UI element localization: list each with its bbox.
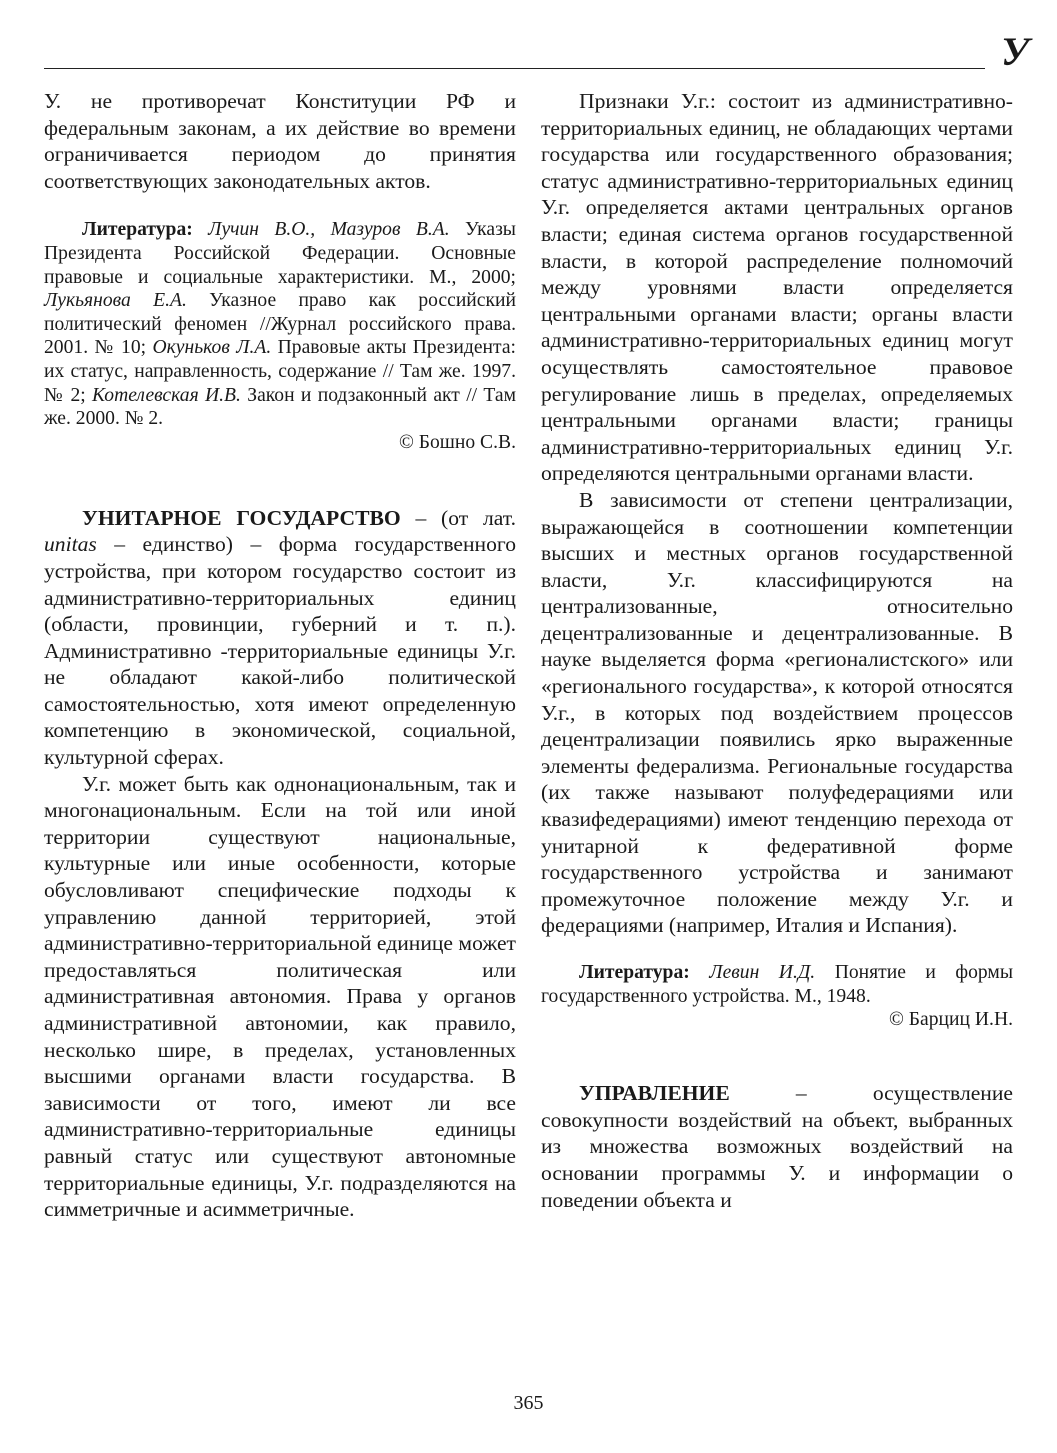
entry-text: – осуществление совокупности воздействий на объект, выбранных из множества возможных воздействий на основании программы У. и информации о поведении объекта и xyxy=(541,1081,1013,1212)
entry-term: УНИТАРНОЕ ГОСУДАРСТВО xyxy=(82,505,401,530)
header-letter: У xyxy=(1001,29,1029,74)
latin-word: unitas xyxy=(44,532,97,557)
left-column xyxy=(44,88,516,1223)
running-head xyxy=(44,30,1029,75)
lit-author: Лукьянова Е.А. xyxy=(44,290,187,312)
lit-author: Окуньков Л.А. xyxy=(152,337,272,359)
literature-label: Литература: xyxy=(82,219,193,241)
right-column xyxy=(541,88,1013,1213)
lit-author: Левин И.Д. xyxy=(709,962,816,983)
entry-unitary-state xyxy=(44,505,516,771)
header-rule xyxy=(44,68,985,69)
lit-author: Котелевская И.В. xyxy=(92,384,241,406)
page-number: 365 xyxy=(513,1392,544,1414)
literature-label: Литература: xyxy=(579,962,690,983)
lit-title: Закон и подзаконный акт // Там же. 2000. № 2. xyxy=(44,384,516,430)
literature-block xyxy=(541,961,1013,1008)
copyright-author: © Барциц И.Н. xyxy=(889,1009,1013,1031)
paragraph: Признаки У.г.: состоит из административно-территориальных единиц, не обладающих чертами государства или государственного образования; статус административно-территориальных единиц У.г. определяется актами центральных органов власти; единая система органов государственной власти, в которой распределение полномочий между уровнями власти определяется центральными органами власти; органы власти административно-территориальных единиц могут осуществлять самостоятельное правовое регулирование лишь в пределах, определяемых центральными органами власти; границы административно-территориальных единиц У.г. определяются центральными органами власти. xyxy=(541,89,1013,486)
lit-title: Правовые акты Президента: их статус, направленность, содержание // Там же. 1997. № 2; xyxy=(44,337,516,406)
paragraph: У.г. может быть как однонациональным, так и многонациональным. Если на той или иной территории существуют национальные, культурные или иные особенности, которые обусловливают специфические подходы к управлению данной территорией, этой административно-территориальной единице может предоставляться политическая или административная автономия. Права у органов административной автономии, как правило, несколько шире, в пределах, установленных высшими органами власти государства. В зависимости от того, имеют ли все административно-территориальные единицы равный статус или существуют автономные территориальные единицы, У.г. подразделяются на симметричные и асимметричные. xyxy=(44,771,516,1222)
literature-block xyxy=(44,218,516,430)
entry-text: – (от лат. xyxy=(400,505,516,530)
entry-management xyxy=(541,1080,1013,1213)
lit-title: Указы Президента Российской Федерации. Основные правовые и социальные характеристики. М., 2000; xyxy=(44,219,516,288)
continued-paragraph: У. не противоречат Конституции РФ и федеральным законам, а их действие во времени ограничивается периодом до принятия соответствующих законодательных актов. xyxy=(44,89,516,193)
copyright-author: © Бошно С.В. xyxy=(398,431,516,453)
entry-term: УПРАВЛЕНИЕ xyxy=(579,1081,730,1106)
entry-text: – единство) – форма государственного устройства, при котором государство состоит из административно-территориальных единиц (области, провинции, губерний и т. п.). Административно -территориальные единицы У.г. не обладают какой-либо политической самостоятельностью, хотя имеют определенную компетенцию в экономической, социальной, культурной сферах. xyxy=(44,532,516,770)
lit-title: Понятие и формы государственного устройства. М., 1948. xyxy=(541,962,1013,1007)
lit-author: Лучин В.О., Мазуров В.А. xyxy=(208,219,450,241)
paragraph: В зависимости от степени централизации, выражающейся в соотношении компетенции высших и местных органов государственной власти, У.г. классифицируются на централизованные, относительно децентрализованные и децентрализованные. В науке выделяется форма «регионалистского» или «регионального государства», к которой относятся У.г., в которых под воздействием процессов децентрализации появились ярко выраженные элементы федерализма. Региональные государства (их также называют полуфедерациями или квазифедерациями) имеют тенденцию перехода от унитарной к федеративной форме государственного устройства и занимают промежуточное положение между У.г. и федерациями (например, Италия и Испания). xyxy=(541,487,1013,938)
lit-title: Указное право как российский политический феномен //Журнал российского права. 2001. № 10; xyxy=(44,290,516,359)
